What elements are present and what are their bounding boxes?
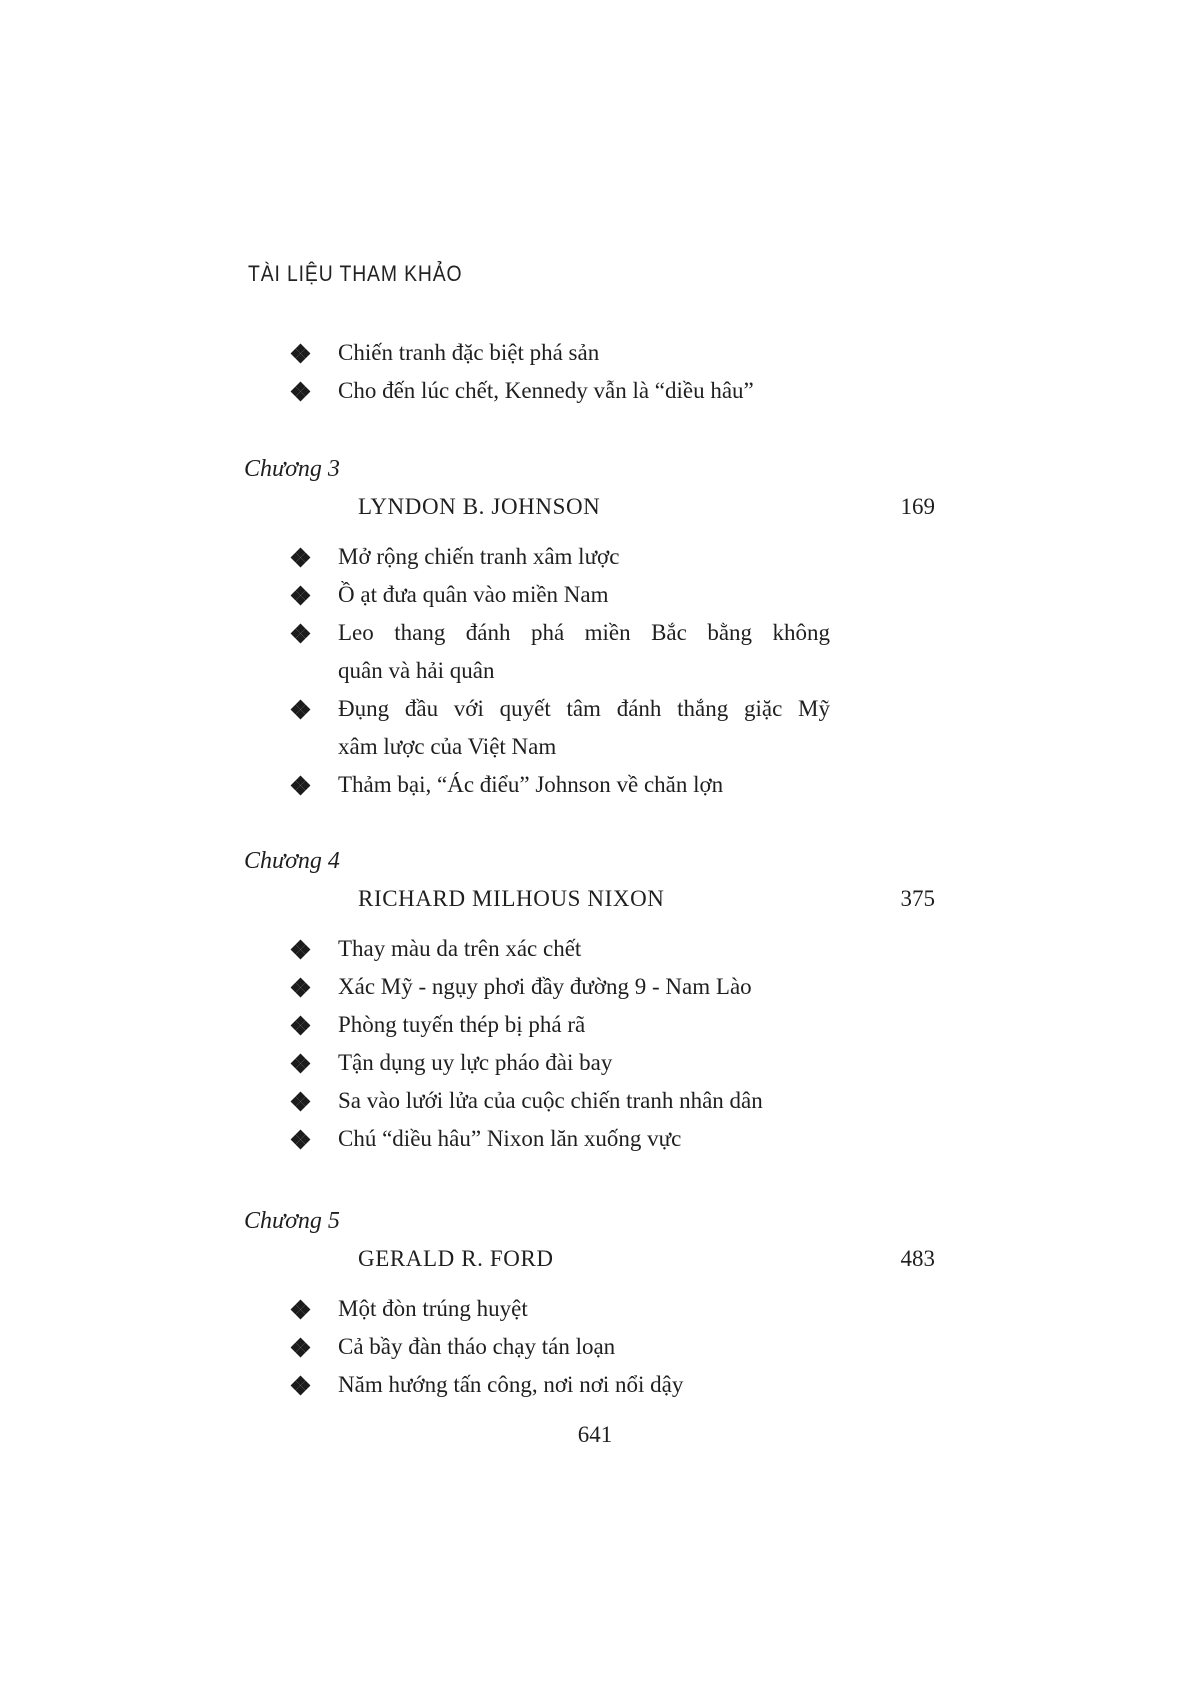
- toc-item-text: [338, 1366, 830, 1404]
- toc-item: [242, 1290, 935, 1328]
- toc-item-marker: [292, 576, 338, 614]
- toc-item-marker: [292, 1006, 338, 1044]
- toc-item-text: [338, 968, 830, 1006]
- toc-item-line: Ồ ạt đưa quân vào miền Nam: [338, 582, 609, 607]
- toc-item-line: xâm lược của Việt Nam: [338, 734, 557, 759]
- toc-item-line: Xác Mỹ - ngụy phơi đầy đường 9 - Nam Lào: [338, 974, 752, 999]
- chapter-section: [242, 1202, 935, 1404]
- toc-item: [242, 1120, 935, 1158]
- four-diamond-bullet-icon: [292, 345, 309, 362]
- toc-item: [242, 334, 935, 372]
- running-header: TÀI LIỆU THAM KHẢO: [248, 261, 463, 286]
- chapter-label: Chương 5: [244, 1208, 340, 1234]
- chapter-title-row: [242, 488, 935, 526]
- four-diamond-bullet-icon: [292, 1131, 309, 1148]
- four-diamond-bullet-icon: [292, 383, 309, 400]
- toc-item-marker: [292, 1120, 338, 1158]
- toc-item-text: [338, 690, 830, 766]
- toc-item: [242, 576, 935, 614]
- four-diamond-bullet-icon: [292, 1339, 309, 1356]
- toc-item-line: Leo thang đánh phá miền Bắc bằng không: [338, 620, 830, 645]
- toc-item-line: Phòng tuyến thép bị phá rã: [338, 1012, 586, 1037]
- four-diamond-bullet-icon: [292, 625, 309, 642]
- toc-item-text: [338, 930, 830, 968]
- toc-item-text: [338, 372, 830, 410]
- chapter-item-list: [242, 930, 935, 1158]
- toc-item-line: Cho đến lúc chết, Kennedy vẫn là “diều hâu”: [338, 378, 754, 403]
- toc-item: [242, 1328, 935, 1366]
- toc-item-marker: [292, 690, 338, 728]
- page-number: 641: [577, 1422, 613, 1447]
- toc-item-text: [338, 576, 830, 614]
- toc-item-marker: [292, 1366, 338, 1404]
- toc-item-marker: [292, 1044, 338, 1082]
- toc-item-line: Một đòn trúng huyệt: [338, 1296, 528, 1321]
- chapter-title-row: [242, 1240, 935, 1278]
- toc-item-text: [338, 334, 830, 372]
- toc-item-line: Chiến tranh đặc biệt phá sản: [338, 340, 600, 365]
- four-diamond-bullet-icon: [292, 941, 309, 958]
- chapter-page-number: 169: [900, 494, 935, 519]
- toc-item-text: [338, 614, 830, 690]
- toc-item-marker: [292, 968, 338, 1006]
- toc-item-marker: [292, 766, 338, 804]
- chapter-title: LYNDON B. JOHNSON: [358, 494, 601, 519]
- four-diamond-bullet-icon: [292, 701, 309, 718]
- intro-item-list: [242, 334, 935, 410]
- toc-item-line: Thay màu da trên xác chết: [338, 936, 582, 961]
- toc-item-line: Đụng đầu với quyết tâm đánh thắng giặc Mỹ: [338, 696, 830, 721]
- toc-item-line: Mở rộng chiến tranh xâm lược: [338, 544, 620, 569]
- toc-item-line: Thảm bại, “Ác điểu” Johnson về chăn lợn: [338, 772, 724, 797]
- four-diamond-bullet-icon: [292, 587, 309, 604]
- chapter-title: GERALD R. FORD: [358, 1246, 554, 1271]
- toc-item-marker: [292, 930, 338, 968]
- toc-item-marker: [292, 538, 338, 576]
- four-diamond-bullet-icon: [292, 1093, 309, 1110]
- toc-item: [242, 1366, 935, 1404]
- four-diamond-bullet-icon: [292, 549, 309, 566]
- toc-item: [242, 930, 935, 968]
- toc-item-line: quân và hải quân: [338, 658, 495, 683]
- chapter-label: Chương 4: [244, 848, 340, 874]
- chapter-page-number: 375: [900, 886, 935, 911]
- toc-item-marker: [292, 1082, 338, 1120]
- chapter-section: [242, 842, 935, 1158]
- toc-item-marker: [292, 334, 338, 372]
- four-diamond-bullet-icon: [292, 1377, 309, 1394]
- toc-item: [242, 614, 935, 690]
- four-diamond-bullet-icon: [292, 1055, 309, 1072]
- chapter-item-list: [242, 538, 935, 804]
- toc-item-marker: [292, 1328, 338, 1366]
- toc-item-text: [338, 1328, 830, 1366]
- chapter-label: Chương 3: [244, 456, 340, 482]
- chapter-title: RICHARD MILHOUS NIXON: [358, 886, 665, 911]
- toc-item-text: [338, 766, 830, 804]
- toc-item-text: [338, 1290, 830, 1328]
- toc-item-text: [338, 1082, 830, 1120]
- toc-item: [242, 1006, 935, 1044]
- chapter-title-row: [242, 880, 935, 918]
- four-diamond-bullet-icon: [292, 777, 309, 794]
- toc-item-line: Năm hướng tấn công, nơi nơi nổi dậy: [338, 1372, 684, 1397]
- toc-item-marker: [292, 372, 338, 410]
- chapter-section: [242, 450, 935, 804]
- toc-item-text: [338, 1120, 830, 1158]
- toc-item-text: [338, 538, 830, 576]
- toc-item-line: Chú “diều hâu” Nixon lăn xuống vực: [338, 1126, 682, 1151]
- chapter-page-number: 483: [900, 1246, 935, 1271]
- toc-item-line: Cả bầy đàn tháo chạy tán loạn: [338, 1334, 616, 1359]
- toc-item-marker: [292, 1290, 338, 1328]
- toc-item: [242, 1082, 935, 1120]
- toc-item: [242, 968, 935, 1006]
- toc-item: [242, 766, 935, 804]
- toc-item-line: Sa vào lưới lửa của cuộc chiến tranh nhân dân: [338, 1088, 763, 1113]
- four-diamond-bullet-icon: [292, 979, 309, 996]
- toc-item: [242, 690, 935, 766]
- toc-item: [242, 1044, 935, 1082]
- toc-item-marker: [292, 614, 338, 652]
- toc-item-text: [338, 1006, 830, 1044]
- toc-content: [242, 0, 935, 1404]
- four-diamond-bullet-icon: [292, 1017, 309, 1034]
- four-diamond-bullet-icon: [292, 1301, 309, 1318]
- chapters: [242, 450, 935, 1404]
- toc-item: [242, 372, 935, 410]
- toc-item-text: [338, 1044, 830, 1082]
- toc-item-line: Tận dụng uy lực pháo đài bay: [338, 1050, 613, 1075]
- toc-item: [242, 538, 935, 576]
- chapter-item-list: [242, 1290, 935, 1404]
